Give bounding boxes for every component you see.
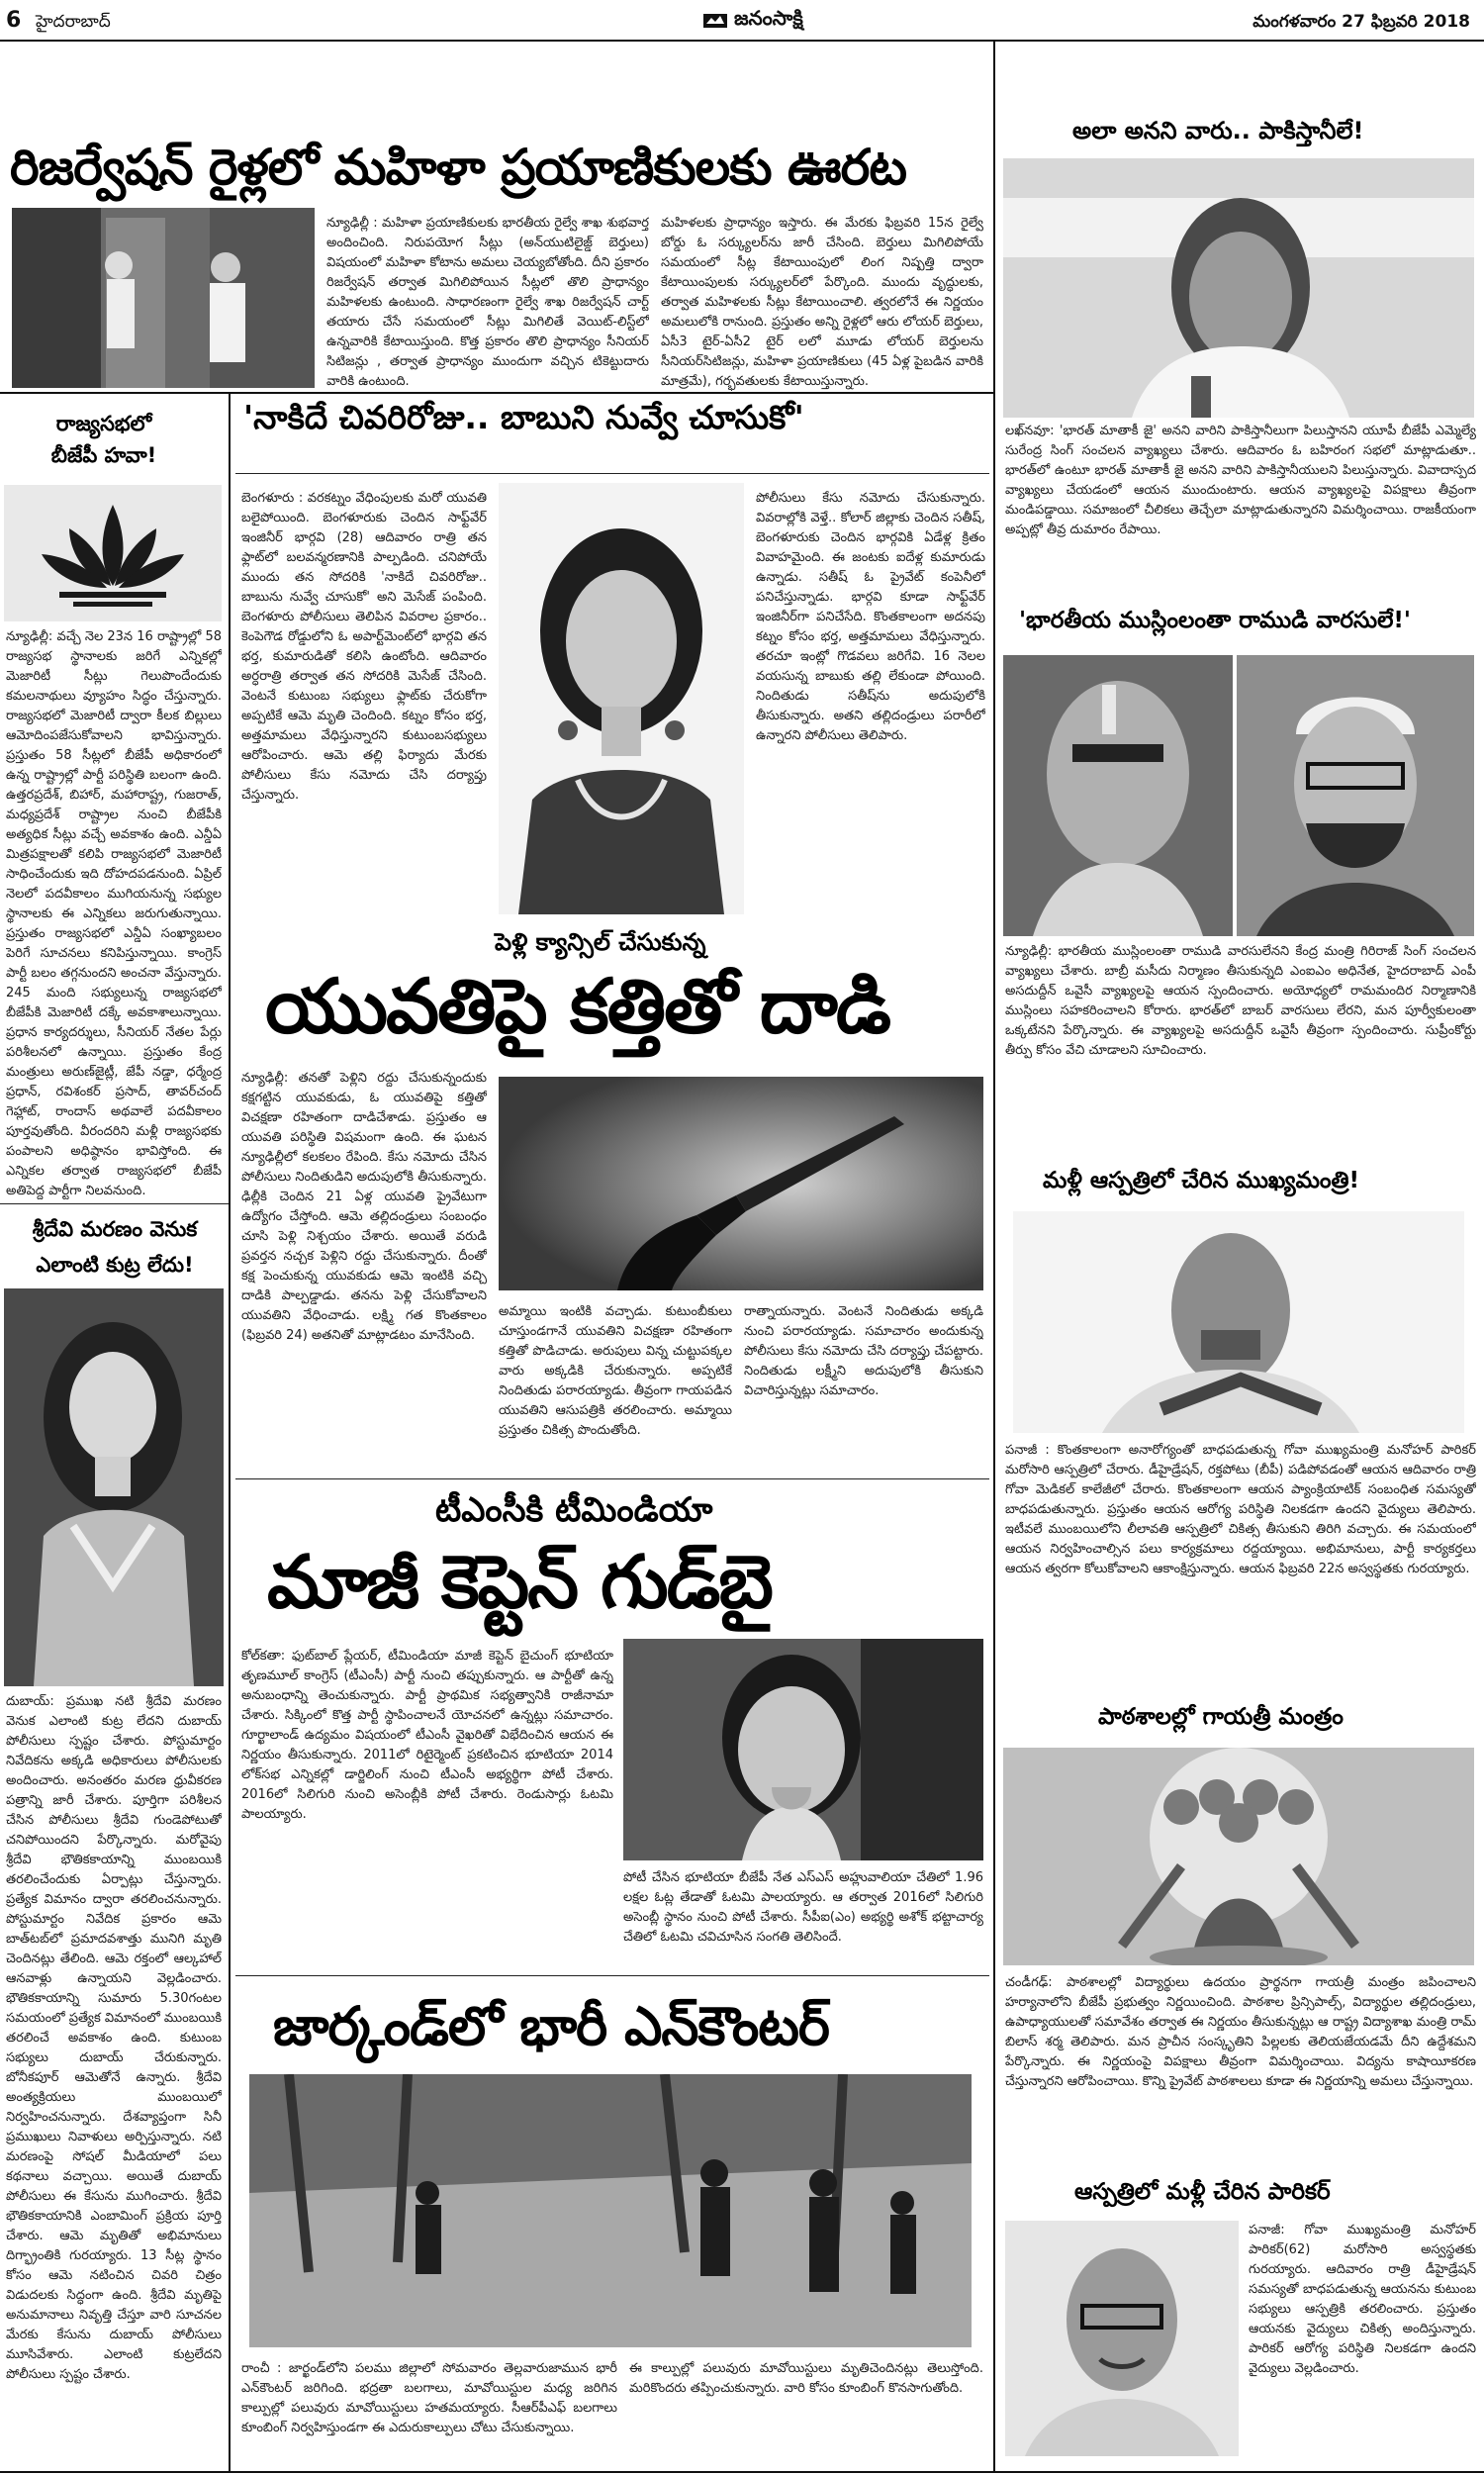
- knife-headline: యువతిపై కత్తితో దాడి: [265, 962, 890, 1050]
- parrikar2-body: పనాజీ: గోవా ముఖ్యమంత్రి మనోహర్ పారికర్(62) మరోసారి అస్వస్థతకు గురయ్యారు. ఆదివారం రాత్రి డీహైడ్రేషన్ సమస్యతో బాధపడుతున్న ఆయనను కుటుంబ సభ్యులు ఆస్పత్రికి తరలించారు. ప్రస్తుతం ఆయనకు వైద్యులు చికిత్స అందిస్తున్నారు. పారికర్ ఆరోగ్య పరిస్థితి నిలకడగా ఉందని వైద్యులు వెల్లడించారు.: [1249, 2223, 1476, 2376]
- page-number: 6: [6, 8, 22, 33]
- rajyasabha-body: న్యూఢిల్లీ: వచ్చే నెల 23న 16 రాష్ట్రాల్లో 58 రాజ్యసభ స్థానాలకు జరిగే ఎన్నికల్లో మెజారిటీ సీట్లు గెలుపొందేందుకు కమలనాథులు వ్యూహం సిద్ధం చేస్తున్నారు. రాజ్యసభలో మెజారిటీ ద్వారా కీలక బిల్లులు ఆమోదింపజేసుకోవాలని భావిస్తున్నారు. ప్రస్తుతం 58 సీట్లలో బీజేపీ అధికారంలో ఉన్న రాష్ట్రాల్లో పార్టీ పరిస్థితి బలంగా ఉంది. ఉత్తరప్రదేశ్, బిహార్, మహారాష్ట్ర, గుజరాత్, మధ్యప్రదేశ్ రాష్ట్రాల నుంచి బీజేపీకి అత్యధిక సీట్లు వచ్చే అవకాశం ఉంది. ఎన్డీఏ మిత్రపక్షాలతో కలిపి రాజ్యసభలో మెజారిటీ సాధించేందుకు ఇది దోహదపడనుంది. ఏప్రిల్ నెలలో పదవీకాలం ముగియనున్న సభ్యుల స్థానాలకు ఈ ఎన్నికలు జరుగుతున్నాయి. ప్రస్తుతం రాజ్యసభలో ఎన్డీఏ సంఖ్యాబలం పెరిగే సూచనలు కనిపిస్తున్నాయి. కాంగ్రెస్ పార్టీ బలం తగ్గనుందని అంచనా వేస్తున్నారు. 245 మంది సభ్యులున్న రాజ్యసభలో బీజేపీకి మెజారిటీ దక్కే అవకాశాలున్నాయి. ప్రధాన కార్యదర్శులు, సీనియర్ నేతల పేర్లు పరిశీలనలో ఉన్నాయి. ప్రస్తుతం కేంద్ర మంత్రులు అరుణ్‌జైట్లీ, జేపీ నడ్డా, ధర్మేంద్ర ప్రధాన్, రవిశంకర్ ప్రసాద్, తావర్‌చంద్ గెహ్లాట్, రాందాస్ అథవాలే పదవీకాలం పూర్తవుతోంది. వీరందరిని మళ్లీ రాజ్యసభకు పంపాలని అధిష్ఠానం భావిస్తోంది. ఈ ఎన్నికల తర్వాత రాజ్యసభలో బీజేపీ అతిపెద్ద పార్టీగా నిలవనుంది.: [6, 629, 222, 1198]
- masthead-rule: [0, 40, 1484, 42]
- ramudi-headline: 'భారతీయ ముస్లింలంతా రాముడి వారసులే!': [1019, 608, 1411, 633]
- lead-photo: [12, 208, 315, 388]
- pakistan-photo: [1003, 158, 1474, 418]
- parrikar1-body: పనాజీ : కొంతకాలంగా అనారోగ్యంతో బాధపడుతున్న గోవా ముఖ్యమంత్రి మనోహర్ పారికర్ మరోసారి ఆస్పత్రిలో చేరారు. డీహైడ్రేషన్, రక్తపోటు (బీపీ) పడిపోవడంతో ఆయన ఆదివారం రాత్రి గోవా మెడికల్ కాలేజీలో చేరారు. కొంతకాలంగా ఆయన ప్యాంక్రియాటిక్ సంబంధిత సమస్యతో బాధపడుతున్నారు. ప్రస్తుతం ఆయన ఆరోగ్య పరిస్థితి నిలకడగా ఉందని వైద్యులు తెలిపారు. ఇటీవలే ముంబయిలోని లీలావతి ఆస్పత్రిలో చికిత్స తీసుకుని తిరిగి వచ్చారు. ఈ సమయంలో ఆయన నిర్వహించాల్సిన పలు కార్యక్రమాలు రద్దయ్యాయి. అభిమానులు, పార్టీ కార్యకర్తలు ఆయన త్వరగా కోలుకోవాలని ఆకాంక్షిస్తున్నారు. ఆయన ఫిబ్రవరి 22న అస్వస్థతకు గురయ్యారు.: [1005, 1443, 1476, 1576]
- encounter-photo: [249, 2074, 972, 2347]
- knife-body-col3: రాత్నాయన్నారు. వెంటనే నిందితుడు అక్కడి నుంచి పరారయ్యాడు. సమాచారం అందుకున్న పోలీసులు కేసు నమోదు చేసి దర్యాప్తు చేపట్టారు. నిందితుడు లక్ష్మీని అదుపులోకి తీసుకుని విచారిస్తున్నట్లు సమాచారం.: [744, 1304, 983, 1398]
- knife-kicker: పెళ్లి క్యాన్సిల్ చేసుకున్న: [495, 928, 706, 956]
- bhaichung-bottom-rule: [235, 1975, 989, 1976]
- knife-body-col2: అమ్మాయి ఇంటికి వచ్చాడు. కుటుంబీకులు చూస్తుండగానే యువతిని విచక్షణా రహితంగా కత్తితో పొడిచాడు. అరుపులు విన్న చుట్టుపక్కల వారు అక్కడికి చేరుకున్నారు. అప్పటికే నిందితుడు పరారయ్యాడు. తీవ్రంగా గాయపడిన యువతిని ఆసుపత్రికి తరలించారు. అమ్మాయి ప్రస్తుతం చికిత్స పొందుతోంది.: [499, 1304, 732, 1438]
- rajyasabha-rule: [0, 1203, 229, 1204]
- paper-name: జనంసాక్షి: [734, 6, 803, 30]
- knife-body-col1: న్యూఢిల్లీ: తనతో పెళ్లిని రద్దు చేసుకున్నందుకు కక్షగట్టిన యువకుడు, ఓ యువతిపై కత్తితో విచక్షణా రహితంగా దాడిచేశాడు. ప్రస్తుతం ఆ యువతి పరిస్థితి విషమంగా ఉంది. ఈ ఘటన న్యూఢిల్లీలో కలకలం రేపింది. కేసు నమోదు చేసిన పోలీసులు నిందితుడిని అదుపులోకి తీసుకున్నారు. ఢిల్లీకి చెందిన 21 ఏళ్ల యువతి ప్రైవేటుగా ఉద్యోగం చేస్తోంది. ఆమె తల్లిదండ్రులు సంబంధం చూసి పెళ్లి నిశ్చయం చేశారు. అయితే వరుడి ప్రవర్తన నచ్చక పెళ్లిని రద్దు చేసుకున్నారు. దీంతో కక్ష పెంచుకున్న యువకుడు ఆమె ఇంటికి వచ్చి దాడికి పాల్పడ్డాడు. తనను పెళ్లి చేసుకోవాలని యువతిని వేధించాడు. లక్ష్మి గత కొంతకాలం (ఫిబ్రవరి 24) అతనితో మాట్లాడటం మానేసింది.: [241, 1071, 487, 1343]
- sridevi-body: దుబాయ్: ప్రముఖ నటి శ్రీదేవి మరణం వెనుక ఎలాంటి కుట్ర లేదని దుబాయ్ పోలీసులు స్పష్టం చేశారు. పోస్టుమార్టం నివేదికను అక్కడి అధికారులు పోలీసులకు అందించారు. అనంతరం మరణ ధ్రువీకరణ పత్రాన్ని జారీ చేశారు. పూర్తిగా పరిశీలన చేసిన పోలీసులు శ్రీదేవి గుండెపోటుతో చనిపోయిందని పేర్కొన్నారు. మరోవైపు శ్రీదేవి భౌతికకాయాన్ని ముంబయికి తరలించేందుకు ఏర్పాట్లు చేస్తున్నారు. ప్రత్యేక విమానం ద్వారా తరలించనున్నారు. పోస్టుమార్టం నివేదిక ప్రకారం ఆమె బాత్‌టబ్‌లో ప్రమాదవశాత్తు మునిగి మృతి చెందినట్లు తేలింది. ఆమె రక్తంలో ఆల్కహాల్ ఆనవాళ్లు ఉన్నాయని వెల్లడించారు. భౌతికకాయాన్ని సుమారు 5.30గంటల సమయంలో ప్రత్యేక విమానంలో ముంబయికి తరలించే అవకాశం ఉంది. కుటుంబ సభ్యులు దుబాయ్ చేరుకున్నారు. బోనీకపూర్ ఆమెతోనే ఉన్నారు. శ్రీదేవి అంత్యక్రియలు ముంబయిలో నిర్వహించనున్నారు. దేశవ్యాప్తంగా సినీ ప్రముఖులు నివాళులు అర్పిస్తున్నారు. నటి మరణంపై సోషల్ మీడియాలో పలు కథనాలు వచ్చాయి. అయితే దుబాయ్ పోలీసులు ఈ కేసును ముగించారు. శ్రీదేవి భౌతికకాయానికి ఎంబామింగ్ ప్రక్రియ పూర్తి చేశారు. ఆమె మృతితో అభిమానులు దిగ్భ్రాంతికి గురయ్యారు. 13 సీట్ల స్థానం కోసం ఆమె నటించిన చివరి చిత్రం విడుదలకు సిద్ధంగా ఉంది. శ్రీదేవి మృతిపై అనుమానాలు నివృత్తి చేస్తూ వారి సూచనల మేరకు కేసును దుబాయ్ పోలీసులు మూసివేశారు. ఎలాంటి కుట్రలేదని పోలీసులు స్పష్టం చేశారు.: [6, 1694, 222, 2382]
- issue-date: మంగళవారం 27 ఫిబ్రవరి 2018: [1252, 12, 1470, 32]
- parrikar2-headline: ఆస్పత్రిలో మళ్లీ చేరిన పారికర్: [1074, 2179, 1331, 2205]
- naakide-top-rule: [235, 473, 989, 474]
- rajyasabha-headline: రాజ్యసభలో బీజేపీ హవా!: [50, 412, 157, 467]
- lead-body-col2: మహిళలకు ప్రాధాన్యం ఇస్తారు. ఈ మేరకు ఫిబ్రవరి 15న రైల్వే బోర్డు ఓ సర్క్యులర్‌ను జారీ చేసింది. బెర్తులు మిగిలిపోయే సమయంలో సీట్ల కేటాయింపులో లింగ నిష్పత్తి ద్వారా కేటాయింపులకు సర్క్యులర్‌లో పేర్కొంది. ముందు వృద్ధులకు, తర్వాత మహిళలకు సీట్లు కేటాయించాలి. త్వరలోనే ఈ నిర్ణయం అమలులోకి రానుంది. ప్రస్తుతం అన్ని రైళ్లలో ఆరు లోయర్ బెర్తులు, ఏసీ3 టైర్-ఏసీ2 టైర్ లలో మూడు లోయర్ బెర్తులను సీనియర్‌సిటిజన్లు, మహిళా ప్రయాణికులు (45 ఏళ్ల పైబడిన వారికి మాత్రమే), గర్భవతులకు కేటాయిస్తున్నారు.: [661, 216, 983, 389]
- bhargavi-photo: [499, 483, 744, 914]
- lotus-icon: [4, 485, 222, 621]
- naakide-headline: 'నాకిదే చివరిరోజు.. బాబుని నువ్వే చూసుకో': [243, 398, 804, 436]
- right-column-divider: [993, 42, 995, 2471]
- city-label: హైదరాబాద్: [36, 12, 111, 32]
- knife-bottom-rule: [235, 1478, 989, 1479]
- lead-headline: రిజర్వేషన్ రైళ్లలో మహిళా ప్రయాణికులకు ఊరట: [10, 139, 906, 196]
- bhaichung-headline: మాజీ కెప్టెన్ గుడ్‌బై: [267, 1540, 772, 1625]
- knife-photo: [499, 1077, 983, 1290]
- lead-bottom-rule: [0, 392, 993, 394]
- bjp-lotus-photo: [4, 485, 222, 621]
- giriraj-photo: [1003, 655, 1233, 936]
- naakide-body-col3: పోలీసులు కేసు నమోదు చేసుకున్నారు. వివరాల్లోకి వెళ్తే.. కోలార్ జిల్లాకు చెందిన సతీష్, బెంగళూరుకు చెందిన భార్గవికి ఏడేళ్ల క్రితం వివాహమైంది. ఈ జంటకు ఐదేళ్ల కుమారుడు ఉన్నాడు. సతీష్ ఓ ప్రైవేట్ కంపెనీలో పనిచేస్తున్నాడు. భార్గవి కూడా సాఫ్ట్‌వేర్ ఇంజినీర్‌గా పనిచేసేది. కొంతకాలంగా అదనపు కట్నం కోసం భర్త, అత్తమామలు వేధిస్తున్నారు. తరచూ ఇంట్లో గొడవలు జరిగేవి. 16 నెలల వయసున్న బాబుకు తల్లి లేకుండా పోయింది. నిందితుడు సతీష్‌ను అదుపులోకి తీసుకున్నారు. అతని తల్లిదండ్రులు పరారీలో ఉన్నారని పోలీసులు తెలిపారు.: [756, 491, 985, 743]
- owaisi-photo: [1237, 655, 1474, 936]
- page-bottom-rule: [0, 2471, 1484, 2473]
- naakide-body-col1: బెంగళూరు : వరకట్నం వేధింపులకు మరో యువతి బలైపోయింది. బెంగళూరుకు చెందిన సాఫ్ట్‌వేర్ ఇంజినీర్ భార్గవి (28) ఆదివారం రాత్రి తన ఫ్లాట్‌లో బలవన్మరణానికి పాల్పడింది. చనిపోయే ముందు తన సోదరికి 'నాకిదే చివరిరోజు.. బాబును నువ్వే చూసుకో' అని మెసేజ్ పంపింది. బెంగళూరు పోలీసులు తెలిపిన వివరాల ప్రకారం.. కెంపెగౌడ రోడ్డులోని ఓ అపార్ట్‌మెంట్‌లో భార్గవి తన భర్త, కుమారుడితో కలిసి ఉంటోంది. ఆదివారం అర్ధరాత్రి తర్వాత తన సోదరికి మెసేజ్ చేసింది. వెంటనే కుటుంబ సభ్యులు ఫ్లాట్‌కు చేరుకోగా అప్పటికే ఆమె మృతి చెందింది. కట్నం కోసం భర్త, అత్తమామలు వేధిస్తున్నారని కుటుంబసభ్యులు ఆరోపించారు. ఆమె తల్లి ఫిర్యాదు మేరకు పోలీసులు కేసు నమోదు చేసి దర్యాప్తు చేస్తున్నారు.: [241, 491, 487, 803]
- jharkhand-headline: జార్కండ్‌లో భారీ ఎన్‌కౌంటర్: [273, 1995, 829, 2057]
- sridevi-photo: [4, 1288, 224, 1686]
- jharkhand-body-col1: రాంచీ : జార్ఖండ్‌లోని పలము జిల్లాలో సోమవారం తెల్లవారుజామున భారీ ఎన్‌కౌంటర్ జరిగింది. భద్రతా బలగాలు, మావోయిస్టుల మధ్య జరిగిన కాల్పుల్లో పలువురు మావోయిస్టులు హతమయ్యారు. సీఆర్‌పీఎఫ్ బలగాలు కూంబింగ్ నిర్వహిస్తుండగా ఈ ఎదురుకాల్పులు చోటు చేసుకున్నాయి.: [241, 2361, 617, 2435]
- bhaichung-photo: [623, 1639, 983, 1860]
- parrikar-photo-small: [1005, 2221, 1239, 2456]
- jharkhand-body-col2: ఈ కాల్పుల్లో పలువురు మావోయిస్టులు మృతిచెందినట్లు తెలుస్తోంది. మరికొందరు తప్పించుకున్నారు. వారి కోసం కూంబింగ్ కొనసాగుతోంది.: [629, 2361, 983, 2396]
- gayatri-photo: [1003, 1748, 1474, 1965]
- ramudi-body: న్యూఢిల్లీ: భారతీయ ముస్లింలంతా రాముడి వారసులేనని కేంద్ర మంత్రి గిరిరాజ్ సింగ్ సంచలన వ్యాఖ్యలు చేశారు. బాబ్రీ మసీదు నిర్మాణం తీసుకున్నది ఎంఐఎం అధినేత, హైదరాబాద్ ఎంపీ అసదుద్దీన్ ఒవైసీ వ్యాఖ్యలపై ఆయన స్పందించారు. అయోధ్యలో రామమందిర నిర్మాణానికి ముస్లింలు సహకరించాలని కోరారు. భారత్‌లో బాబర్ వారసులు లేరని, మన పూర్వీకులంతా ఒక్కటేనని పేర్కొన్నారు. ఈ వ్యాఖ్యలపై అసదుద్దీన్ ఒవైసీ తీవ్రంగా స్పందించారు. సుప్రీంకోర్టు తీర్పు కోసం వేచి చూడాలని సూచించారు.: [1005, 944, 1476, 1058]
- bhaichung-body-col2: పోటీ చేసిన భూటియా బీజేపీ నేత ఎస్ఎస్ అహ్లువాలియా చేతిలో 1.96 లక్షల ఓట్ల తేడాతో ఓటమి పాలయ్యారు. ఆ తర్వాత 2016లో సిలిగురి అసెంబ్లీ స్థానం నుంచి పోటీ చేశారు. సీపీఐ(ఎం) అభ్యర్థి అశోక్ భట్టాచార్య చేతిలో ఓటమి చవిచూసిన సంగతి తెలిసిందే.: [623, 1870, 983, 1945]
- gayatri-body: చండీగఢ్: పాఠశాలల్లో విద్యార్థులు ఉదయం ప్రార్థనగా గాయత్రీ మంత్రం జపించాలని హర్యానాలోని బీజేపీ ప్రభుత్వం నిర్ణయించింది. పాఠశాల ప్రిన్సిపాల్స్, విద్యార్థుల తల్లిదండ్రులు, ఉపాధ్యాయులతో సమావేశం తర్వాత ఈ నిర్ణయం తీసుకున్నట్లు ఆ రాష్ట్ర విద్యాశాఖ మంత్రి రామ్ బిలాస్ శర్మ తెలిపారు. మన ప్రాచీన సంస్కృతిని పిల్లలకు తెలియజేయడమే దీని ఉద్దేశమని పేర్కొన్నారు. ఈ నిర్ణయంపై విపక్షాలు తీవ్రంగా విమర్శించాయి. విద్యను కాషాయీకరణ చేస్తున్నారని ఆరోపించాయి. కొన్ని ప్రైవేట్ పాఠశాలలు కూడా ఈ నిర్ణయాన్ని అమలు చేస్తున్నాయి.: [1005, 1975, 1476, 2089]
- pakistan-body: లఖ్‌నవూ: 'భారత్ మాతాకీ జై' అనని వారిని పాకిస్తానీలుగా పిలుస్తానని యూపీ బీజేపీ ఎమ్మెల్యే సురేంద్ర సింగ్ సంచలన వ్యాఖ్యలు చేశారు. ఆదివారం ఓ బహిరంగ సభలో మాట్లాడుతూ.. భారత్‌లో ఉంటూ భారత్ మాతాకీ జై అనని వారిని పాకిస్తానీయులని పిలుస్తున్నారు. వివాదాస్పద వ్యాఖ్యలు చేయడంలో ఆయన ముందుంటారు. ఆయన వ్యాఖ్యలపై విపక్షాలు తీవ్రంగా మండిపడ్డాయి. సమాజంలో చీలికలు తెచ్చేలా మాట్లాడుతున్నారని విమర్శించాయి. రాజకీయంగా అప్పట్లో తీవ్ర దుమారం రేపాయి.: [1005, 424, 1476, 537]
- paper-logo: [702, 6, 803, 35]
- bhaichung-body: కోల్‌కతా: ఫుట్‌బాల్ ప్లేయర్, టీమిండియా మాజీ కెప్టెన్ బైచుంగ్ భూటియా తృణమూల్ కాంగ్రెస్ (టీఎంసీ) పార్టీ నుంచి తప్పుకున్నారు. ఆ పార్టీతో ఉన్న అనుబంధాన్ని తెంచుకున్నారు. పార్టీ ప్రాథమిక సభ్యత్వానికి రాజీనామా చేశారు. సిక్కింలో కొత్త పార్టీ స్థాపించాలనే యోచనలో ఉన్నట్లు సమాచారం. గూర్ఖాలాండ్ ఉద్యమం విషయంలో టీఎంసీ వైఖరితో విభేదించిన ఆయన ఈ నిర్ణయం తీసుకున్నారు. 2011లో రిటైర్మెంట్ ప్రకటించిన భూటియా 2014 లోక్‌సభ ఎన్నికల్లో డార్జిలింగ్ నుంచి టీఎంసీ అభ్యర్థిగా పోటీ చేశారు. 2016లో సిలిగురి నుంచి అసెంబ్లీకి పోటీ చేశారు. రెండుసార్లు ఓటమి పాలయ్యారు.: [241, 1649, 613, 1822]
- gayatri-headline: పాఠశాలల్లో గాయత్రీ మంత్రం: [1098, 1704, 1344, 1730]
- pakistan-headline: అలా అనని వారు.. పాకిస్తానీలే!: [1072, 117, 1364, 144]
- left-column-divider: [229, 394, 231, 2471]
- lead-body-col1: న్యూఢిల్లీ : మహిళా ప్రయాణికులకు భారతీయ రైల్వే శాఖ శుభవార్త అందించింది. నిరుపయోగ సీట్లు (అన్‌యుటిలైజ్డ్ బెర్తులు) విషయంలో మహిళా కోటాను అమలు చెయ్యబోతోంది. దీని ప్రకారం రిజర్వేషన్ తర్వాత మిగిలిపోయిన సీట్లలో తొలి ప్రాధాన్యం మహిళలకు ఉంటుంది. సాధారణంగా రైల్వే శాఖ రిజర్వేషన్ చార్ట్ తయారు చేసే సమయంలో సీట్లు మిగిలితే వెయిట్-లిస్ట్‌లో ఉన్నవారికి కేటాయిస్తుంది. కొత్త ప్రకారం తొలి ప్రాధాన్యం సీనియర్ సిటిజన్లు , తర్వాత ప్రాధాన్యం ముందుగా వచ్చిన టికెట్టుదారు వారికి ఉంటుంది.: [326, 216, 649, 389]
- sridevi-headline: శ్రీదేవి మరణం వెనుక ఎలాంటి కుట్ర లేదు!: [32, 1217, 198, 1277]
- parrikar1-headline: మళ్లీ ఆస్పత్రిలో చేరిన ముఖ్యమంత్రి!: [1043, 1168, 1360, 1193]
- parrikar-photo-large: [1013, 1211, 1464, 1433]
- paper-logo-icon: [702, 10, 728, 32]
- bhaichung-kicker: టీఎంసీకి టీమిండియా: [435, 1490, 713, 1530]
